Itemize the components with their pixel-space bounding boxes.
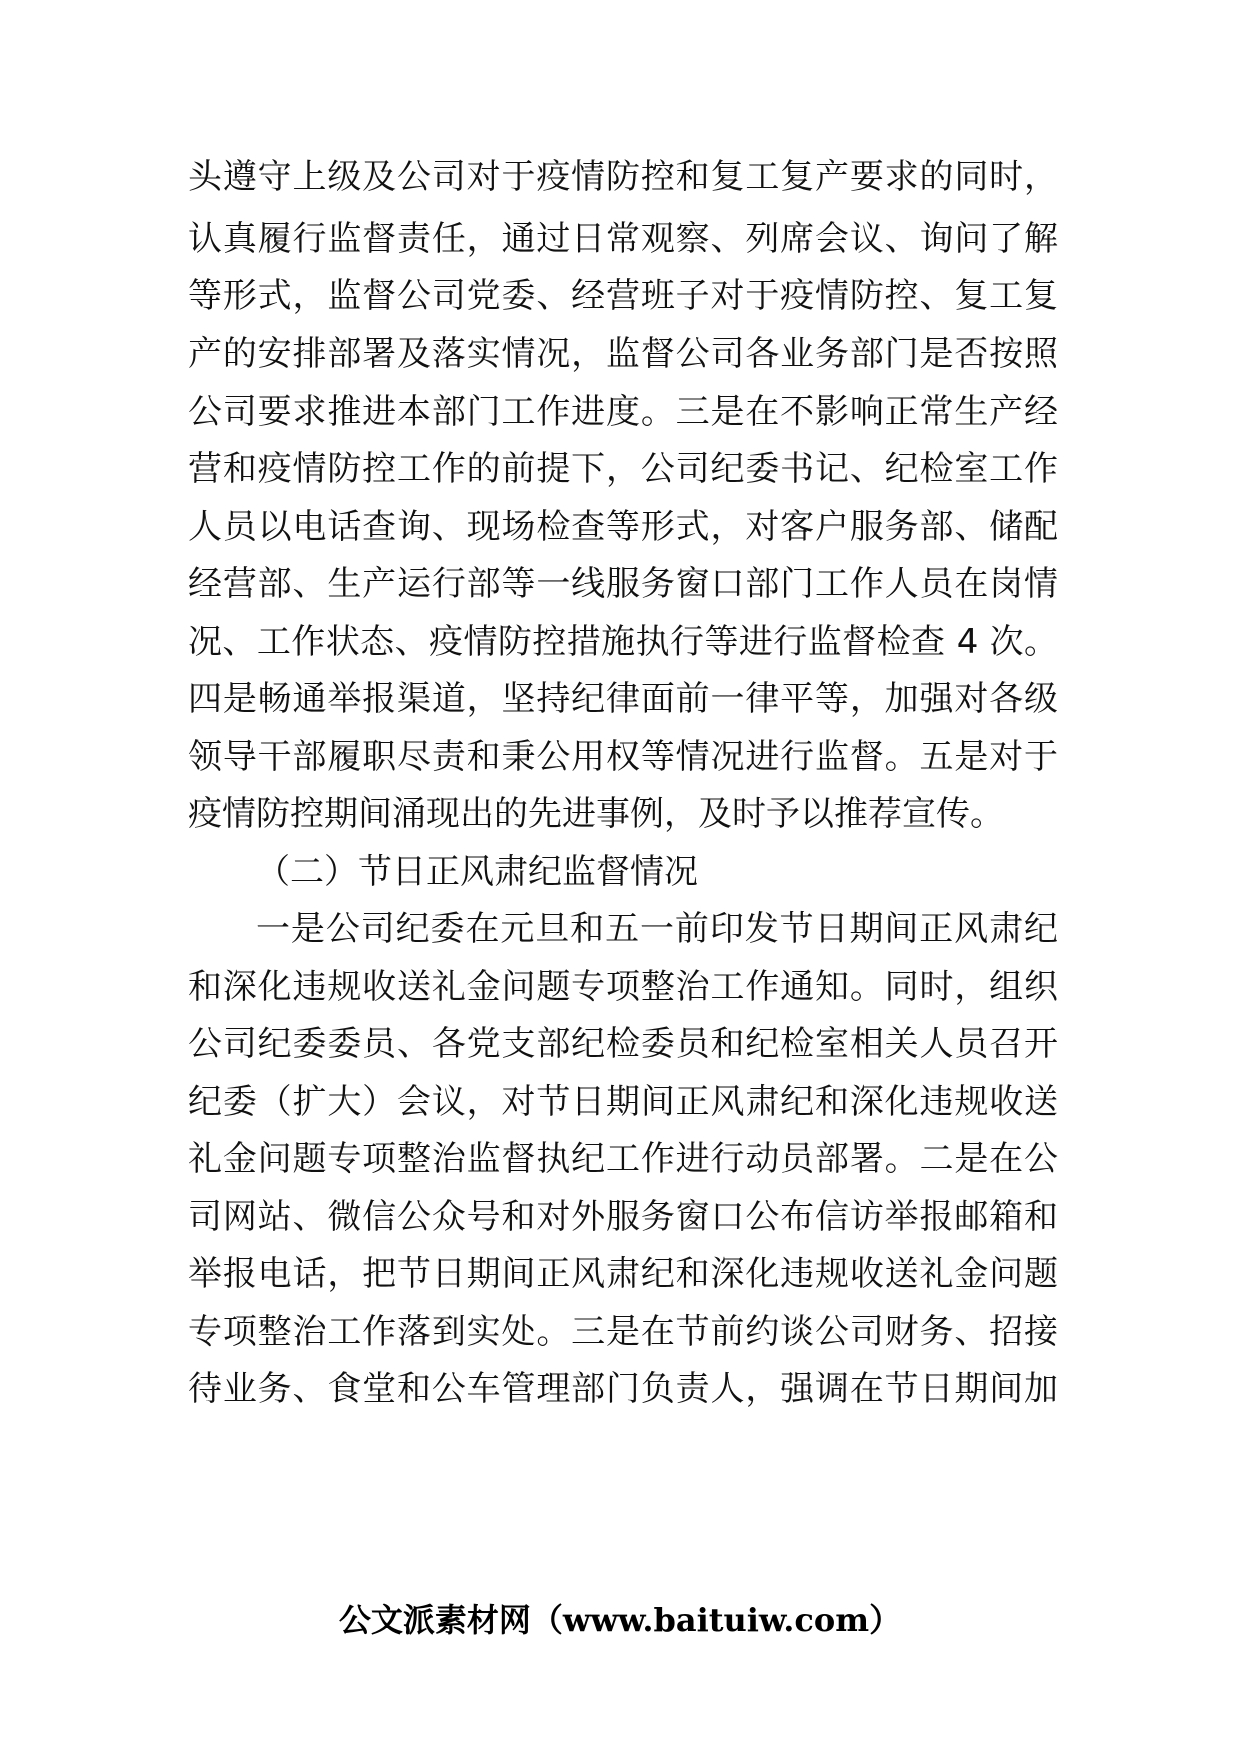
body-text-line: 礼金问题专项整治监督执纪工作进行动员部署。二是在公 <box>188 1139 1058 1179</box>
body-text-line: 和深化违规收送礼金问题专项整治工作通知。同时，组织 <box>188 967 1058 1007</box>
section-heading: （二）节日正风肃纪监督情况 <box>256 852 698 892</box>
body-text-line: 人员以电话查询、现场检查等形式，对客户服务部、储配 <box>188 507 1058 547</box>
body-text-line: 一是公司纪委在元旦和五一前印发节日期间正风肃纪 <box>256 909 1058 949</box>
body-text-line: 疫情防控期间涌现出的先进事例，及时予以推荐宣传。 <box>188 794 1004 834</box>
body-text-line: 况、工作状态、疫情防控措施执行等进行监督检查 4 次。 <box>188 622 1058 662</box>
body-text-line: 四是畅通举报渠道，坚持纪律面前一律平等，加强对各级 <box>188 679 1058 719</box>
body-text-line: 等形式，监督公司党委、经营班子对于疫情防控、复工复 <box>188 276 1058 316</box>
body-text-line: 纪委（扩大）会议，对节日期间正风肃纪和深化违规收送 <box>188 1082 1058 1122</box>
body-text-line: 产的安排部署及落实情况，监督公司各业务部门是否按照 <box>188 334 1058 374</box>
body-text-line: 司网站、微信公众号和对外服务窗口公布信访举报邮箱和 <box>188 1197 1058 1237</box>
body-text-line: 经营部、生产运行部等一线服务窗口部门工作人员在岗情 <box>188 564 1058 604</box>
body-text-line: 头遵守上级及公司对于疫情防控和复工复产要求的同时， <box>188 157 1058 197</box>
body-text-line: 待业务、食堂和公车管理部门负责人，强调在节日期间加 <box>188 1369 1058 1409</box>
body-text-line: 举报电话，把节日期间正风肃纪和深化违规收送礼金问题 <box>188 1254 1058 1294</box>
body-text-line: 领导干部履职尽责和秉公用权等情况进行监督。五是对于 <box>188 737 1058 777</box>
body-text-line: 专项整治工作落到实处。三是在节前约谈公司财务、招接 <box>188 1312 1058 1352</box>
body-text-line: 公司纪委委员、各党支部纪检委员和纪检室相关人员召开 <box>188 1024 1058 1064</box>
body-text-line: 营和疫情防控工作的前提下，公司纪委书记、纪检室工作 <box>188 449 1058 489</box>
body-text-line: 认真履行监督责任，通过日常观察、列席会议、询问了解 <box>188 219 1058 259</box>
footer-watermark: 公文派素材网（www.baituiw.com） <box>338 1601 902 1639</box>
body-text-line: 公司要求推进本部门工作进度。三是在不影响正常生产经 <box>188 392 1058 432</box>
